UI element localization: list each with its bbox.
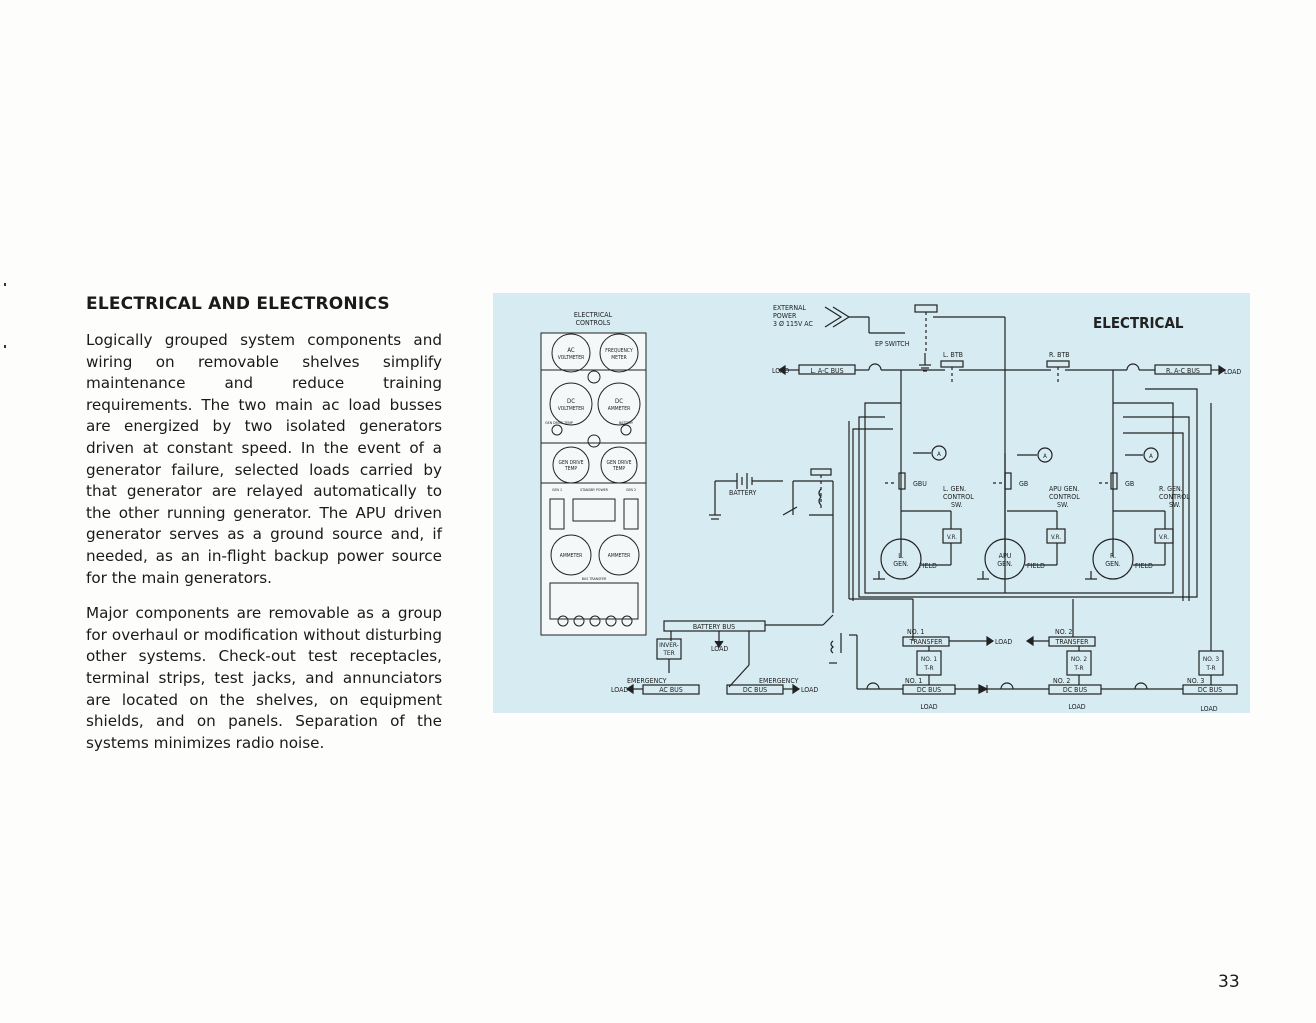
l-gen-control-label: SW. — [951, 501, 963, 509]
dc-bus-label: DC BUS — [742, 686, 768, 694]
apu-gen-control-label: CONTROL — [1049, 493, 1080, 501]
dc-voltmeter-label: VOLTMETER — [557, 406, 585, 412]
external-power-label: POWER — [773, 312, 797, 320]
apu-gen-label: APU — [998, 552, 1012, 560]
gen-drive-temp-label: GEN DRIVE — [606, 460, 632, 466]
r-gen-label: GEN. — [1105, 560, 1121, 568]
panel-title-line: ELECTRICAL — [573, 311, 613, 319]
body-paragraph: Logically grouped system components and wiring on removable shelves simplify maintenance and reduce training requirements. The two main ac load busses are energized by two isolated generators driven at constant speed. In the event of a generator failure, selected loads carried by that generator are relayed automatically to the other running generator. The APU driven generator serves as a ground source and, if needed, as an in-flight backup power source for the main generators. — [86, 331, 442, 587]
section-heading: ELECTRICAL AND ELECTRONICS — [86, 294, 390, 314]
inverter-label: TER — [663, 649, 675, 657]
load-label: LOAD — [995, 638, 1013, 646]
load-label: LOAD — [1200, 705, 1218, 713]
load-label: LOAD — [611, 686, 629, 694]
battery-label: BATTERY — [729, 489, 757, 497]
external-power-label: 3 Ø 115V AC — [773, 320, 813, 328]
schematic-wiring — [627, 305, 1237, 694]
l-ac-bus-label: L. A-C BUS — [810, 367, 844, 375]
load-label: LOAD — [711, 645, 729, 653]
no3-label: NO. 3 — [1187, 677, 1205, 685]
article — [86, 294, 442, 768]
body-paragraph: Major components are removable as a group for overhaul or modification without disturbing other systems. Check-out test receptacles, terminal strips, test jacks, and annunciators are located on the shelves, on equipment shields, and on panels. Separation of the systems minimizes radio noise. — [86, 604, 442, 752]
panel-small-label: GEN 2 — [625, 488, 637, 492]
dc-bus-label: DC BUS — [1197, 686, 1223, 694]
load-label: LOAD — [1068, 703, 1086, 711]
l-gen-label: GEN. — [893, 560, 909, 568]
l-gen-control-label: CONTROL — [943, 493, 974, 501]
ac-bus-label: AC BUS — [659, 686, 683, 694]
ammeter-label: AMMETER — [607, 553, 631, 559]
load-label: LOAD — [1224, 368, 1242, 376]
inverter-label: INVER- — [659, 641, 679, 649]
frequency-meter-label: FREQUENCY — [605, 348, 633, 354]
transfer-label: TRANSFER — [909, 638, 943, 646]
gen-drive-temp-label: GEN DRIVE — [558, 460, 584, 466]
field-label: FIELD — [1135, 562, 1153, 570]
ammeter-label: AMMETER — [559, 553, 583, 559]
margin-mark — [4, 345, 6, 348]
apu-gen-control-label: SW. — [1057, 501, 1069, 509]
electrical-schematic — [493, 293, 1250, 713]
no1-label: NO. 1 — [907, 628, 925, 636]
ep-switch-label: EP SWITCH — [875, 340, 910, 348]
l-gen-label: L. — [898, 552, 904, 560]
vr-label: V.R. — [1051, 534, 1061, 541]
external-power-label: EXTERNAL — [773, 304, 806, 312]
apu-gen-control-label: APU GEN. — [1049, 485, 1080, 493]
panel-small-label: GEN 1 — [551, 488, 563, 492]
gbu-label: GBU — [913, 480, 927, 488]
panel-small-label: BATTERY — [618, 421, 634, 425]
gb-label: GB — [1019, 480, 1029, 488]
no1-label: NO. 1 — [905, 677, 923, 685]
gen-drive-temp-label: TEMP — [612, 466, 626, 472]
dc-voltmeter-label: DC — [567, 398, 575, 405]
ammeter-symbol: A — [937, 451, 941, 458]
apu-gen-label: GEN. — [997, 560, 1013, 568]
panel-small-label: BUS TRANSFER — [581, 577, 607, 581]
r-gen-label: R. — [1109, 552, 1117, 560]
no1-label: NO. 1 — [920, 655, 938, 663]
vr-label: V.R. — [947, 534, 957, 541]
field-label: FIELD — [919, 562, 937, 570]
r-btb-label: R. BTB — [1049, 351, 1070, 359]
control-panel-drawing — [541, 333, 646, 635]
emergency-label: EMERGENCY — [759, 677, 799, 685]
r-gen-control-label: CONTROL — [1159, 493, 1190, 501]
load-label: LOAD — [772, 367, 790, 375]
dc-ammeter-label: AMMETER — [607, 406, 631, 412]
ammeter-symbol: A — [1043, 453, 1047, 460]
l-btb-label: L. BTB — [943, 351, 963, 359]
diagram-title: ELECTRICAL — [1093, 314, 1184, 332]
ac-voltmeter-label: VOLTMETER — [557, 355, 585, 361]
frequency-meter-label: METER — [611, 355, 627, 361]
margin-mark — [4, 283, 6, 286]
load-label: LOAD — [920, 703, 938, 711]
l-gen-control-label: L. GEN. — [943, 485, 967, 493]
tr-label: T-R — [924, 664, 934, 672]
page-number: 33 — [1218, 972, 1240, 992]
electrical-diagram — [493, 293, 1250, 713]
field-label: FIELD — [1027, 562, 1045, 570]
dc-ammeter-label: DC — [615, 398, 623, 405]
panel-small-label: STANDBY POWER — [580, 488, 608, 492]
no2-label: NO. 2 — [1055, 628, 1073, 636]
tr-label: T-R — [1206, 664, 1216, 672]
ammeter-symbol: A — [1149, 453, 1153, 460]
r-ac-bus-label: R. A-C BUS — [1166, 367, 1200, 375]
panel-small-label: GEN DRIVE TEMP — [545, 421, 573, 425]
vr-label: V.R. — [1159, 534, 1169, 541]
no2-label: NO. 2 — [1070, 655, 1088, 663]
gen-drive-temp-label: TEMP — [564, 466, 578, 472]
dc-bus-label: DC BUS — [916, 686, 942, 694]
transfer-label: TRANSFER — [1055, 638, 1089, 646]
r-gen-control-label: SW. — [1169, 501, 1181, 509]
no2-label: NO. 2 — [1053, 677, 1071, 685]
gb-label: GB — [1125, 480, 1135, 488]
tr-label: T-R — [1074, 664, 1084, 672]
battery-bus-label: BATTERY BUS — [692, 623, 736, 631]
dc-bus-label: DC BUS — [1062, 686, 1088, 694]
emergency-label: EMERGENCY — [627, 677, 667, 685]
load-label: LOAD — [801, 686, 819, 694]
no3-label: NO. 3 — [1202, 655, 1220, 663]
r-gen-control-label: R. GEN. — [1159, 485, 1183, 493]
ac-voltmeter-label: AC — [567, 347, 575, 354]
panel-title-line: CONTROLS — [575, 319, 611, 327]
